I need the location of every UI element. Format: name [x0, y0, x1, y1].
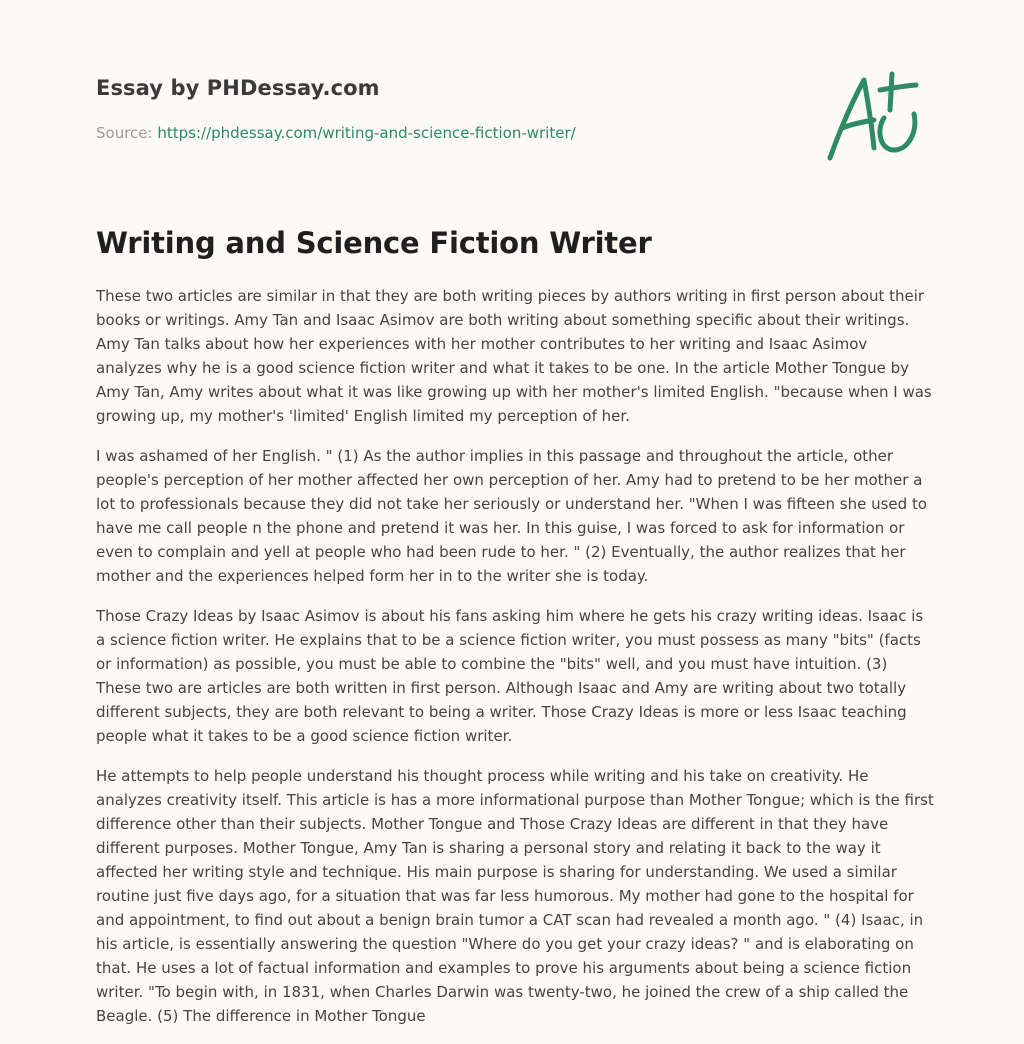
essay-title: Writing and Science Fiction Writer	[96, 226, 652, 260]
site-title: Essay by PHDessay.com	[96, 76, 380, 100]
source-label: Source:	[96, 124, 153, 142]
source-line	[96, 124, 576, 142]
essay-paragraph: He attempts to help people understand his thought process while writing and his take on creativity. He analyzes creativity itself. This article is has a more informational purpose than Mother Tongue; which is the first difference other than their subjects. Mother Tongue and Those Crazy Ideas are different in that they have different purposes. Mother Tongue, Amy Tan is sharing a personal story and relating it back to the way it affected her writing style and technique. His main purpose is sharing for understanding. We used a similar routine just five days ago, for a situation that was far less humorous. My mother had gone to the hospital for and appointment, to find out about a benign brain tumor a CAT scan had revealed a month ago. " (4) Isaac, in his article, is essentially answering the question "Where do you get your crazy ideas? " and is elaborating on that. He uses a lot of factual information and examples to prove his arguments about being a science fiction writer. "To begin with, in 1831, when Charles Darwin was twenty-two, he joined the crew of a ship called the Beagle. (5) The difference in Mother Tongue	[96, 767, 934, 1025]
source-link[interactable]: https://phdessay.com/writing-and-science-fiction-writer/	[157, 124, 576, 142]
essay-body	[96, 284, 936, 1044]
essay-paragraph: Those Crazy Ideas by Isaac Asimov is about his fans asking him where he gets his crazy writing ideas. Isaac is a science fiction writer. He explains that to be a science fiction writer, you must possess as many "bits" (facts or information) as possible, you must be able to combine the "bits" well, and you must have intuition. (3) These two are articles are both written in first person. Although Isaac and Amy are writing about two totally different subjects, they are both relevant to being a writer. Those Crazy Ideas is more or less Isaac teaching people what it takes to be a good science fiction writer.	[96, 607, 924, 745]
essay-paragraph: I was ashamed of her English. " (1) As the author implies in this passage and throughout the article, other people's perception of her mother affected her own perception of her. Amy had to pretend to be her mother a lot to professionals because they did not take her seriously or understand her. "When I was fifteen she used to have me call people n the phone and pretend it was her. In this guise, I was forced to ask for information or even to complain and yell at people who had been rude to her. " (2) Eventually, the author realizes that her mother and the experiences helped form her in to the writer she is today.	[96, 447, 928, 585]
essay-paragraph: These two articles are similar in that they are both writing pieces by authors writing in first person about their books or writings. Amy Tan and Isaac Asimov are both writing about something specific about their writings. Amy Tan talks about how her experiences with her mother contributes to her writing and Isaac Asimov analyzes why he is a good science fiction writer and what it takes to be one. In the article Mother Tongue by Amy Tan, Amy writes about what it was like growing up with her mother's limited English. "because when I was growing up, my mother's 'limited' English limited my perception of her.	[96, 287, 932, 425]
a-plus-logo-icon	[822, 68, 930, 168]
